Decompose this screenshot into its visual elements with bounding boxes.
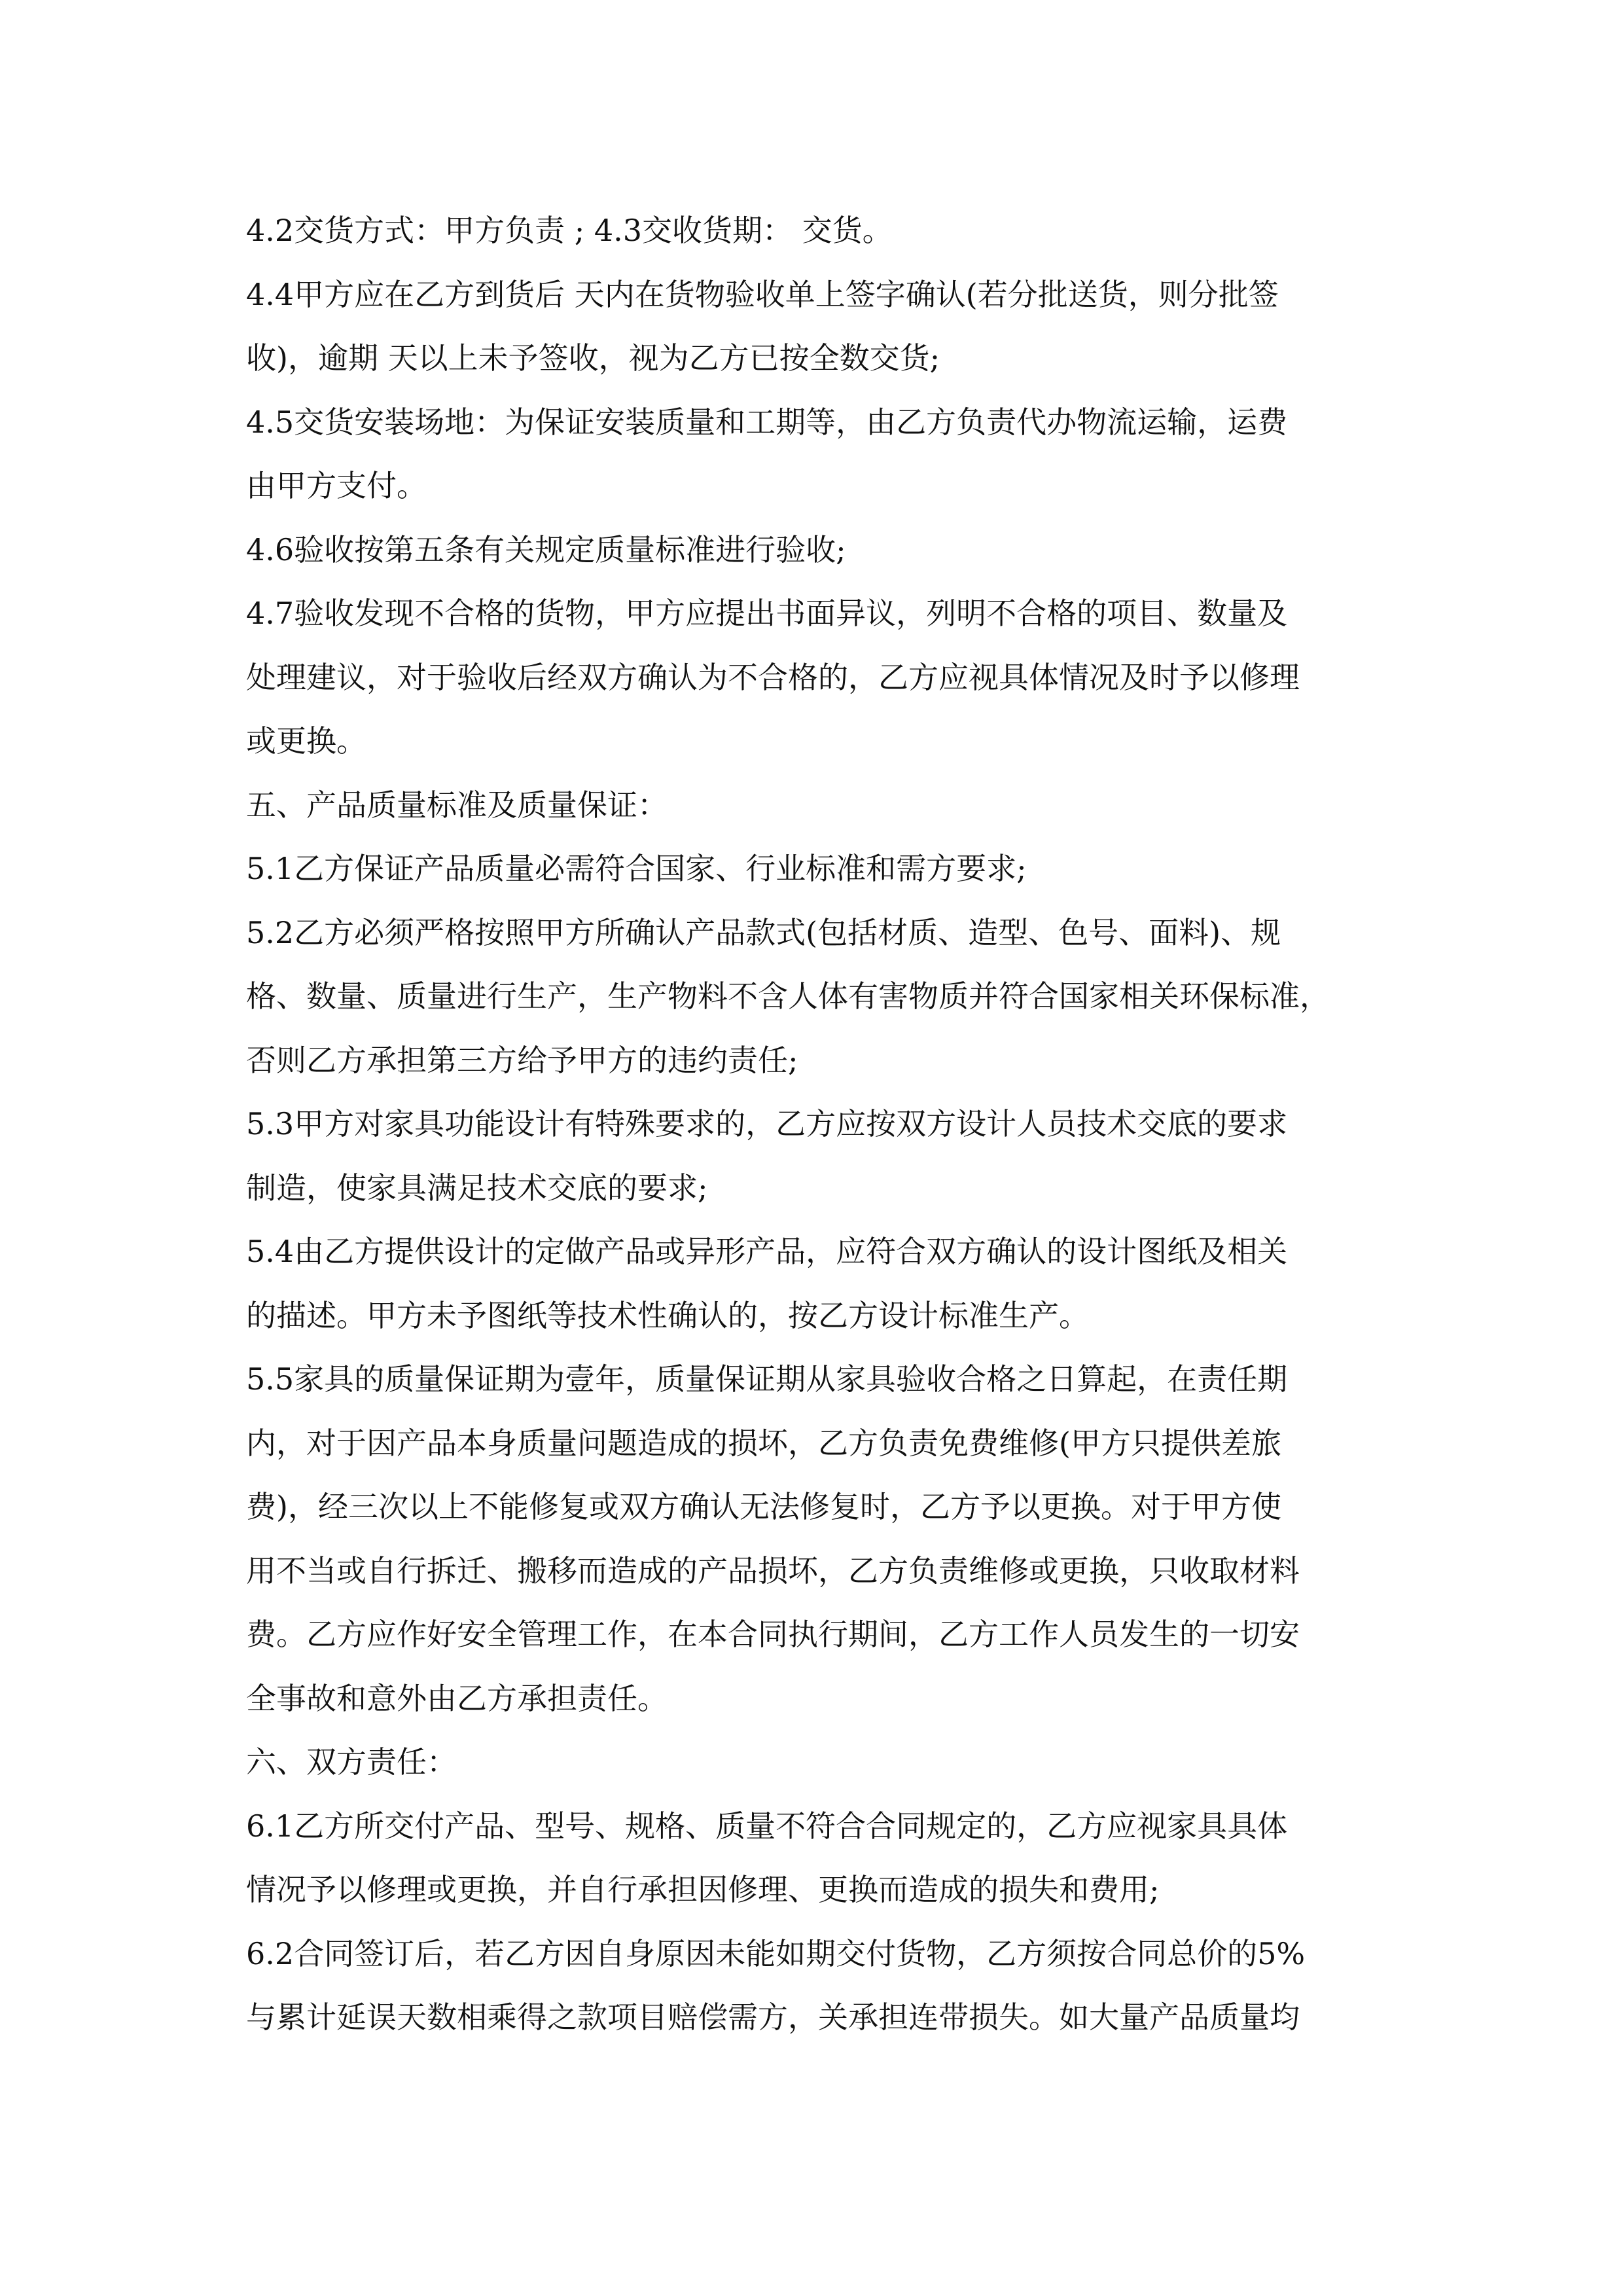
text-line: 制造，使家具满足技术交底的要求; [246,1170,708,1206]
clause-5-1 [246,837,1378,901]
text-line: 用不当或自行拆迁、搬移而造成的产品损坏，乙方负责维修或更换，只收取材料 [246,1552,1300,1588]
text-line: 内，对于因产品本身质量问题造成的损坏，乙方负责免费维修(甲方只提供差旅 [246,1425,1281,1461]
text-line: 全事故和意外由乙方承担责任。 [246,1680,668,1716]
text-line: 6.1乙方所交付产品、型号、规格、质量不符合合同规定的，乙方应视家具具体 [246,1808,1288,1844]
clause-4-5-installation-site [246,391,1378,518]
text-line: 5.5家具的质量保证期为壹年，质量保证期从家具验收合格之日算起，在责任期 [246,1361,1288,1397]
text-line: 4.7验收发现不合格的货物，甲方应提出书面异议，列明不合格的项目、数量及 [246,596,1288,631]
contract-body [246,199,1378,2050]
text-line: 4.4甲方应在乙方到货后 天内在货物验收单上签字确认(若分批送货，则分批签 [246,276,1279,312]
clause-5-2 [246,901,1378,1093]
section-heading: 五、产品质量标准及质量保证： [246,787,668,823]
clause-6-1 [246,1795,1378,1922]
clause-5-5-warranty [246,1348,1378,1731]
text-line: 费)，经三次以上不能修复或双方确认无法修复时，乙方予以更换。对于甲方使 [246,1489,1281,1524]
text-line: 情况予以修理或更换，并自行承担因修理、更换而造成的损失和费用; [246,1872,1160,1907]
text-line: 或更换。 [246,723,366,759]
text-line: 5.2乙方必须严格按照甲方所确认产品款式(包括材质、造型、色号、面料)、规 [246,914,1281,950]
text-line: 与累计延误天数相乘得之款项目赔偿需方，关承担连带损失。如大量产品质量均 [246,2000,1300,2035]
clause-5-4 [246,1220,1378,1348]
text-line: 收)，逾期 天以上未予签收，视为乙方已按全数交货; [246,340,940,376]
section-5-heading [246,774,1378,838]
section-heading: 六、双方责任： [246,1744,457,1780]
clause-4-7-nonconforming-goods [246,582,1378,774]
text-line: 处理建议，对于验收后经双方确认为不合格的，乙方应视具体情况及时予以修理 [246,659,1300,695]
clause-4-2-delivery-method [246,199,1378,263]
text-line: 费。乙方应作好安全管理工作，在本合同执行期间，乙方工作人员发生的一切安 [246,1617,1300,1652]
section-6-heading [246,1731,1378,1795]
text-line: 的描述。甲方未予图纸等技术性确认的，按乙方设计标准生产。 [246,1297,1089,1333]
clause-5-3 [246,1092,1378,1220]
text-line: 格、数量、质量进行生产，生产物料不含人体有害物质并符合国家相关环保标准， [246,978,1330,1014]
text-line: 5.1乙方保证产品质量必需符合国家、行业标准和需方要求; [246,851,1027,886]
text-line: 6.2合同签订后，若乙方因自身原因未能如期交付货物，乙方须按合同总价的5% [246,1935,1306,1971]
text-line: 由甲方支付。 [246,468,427,503]
text-line: 5.4由乙方提供设计的定做产品或异形产品，应符合双方确认的设计图纸及相关 [246,1234,1288,1269]
text-line: 4.6验收按第五条有关规定质量标准进行验收; [246,531,846,567]
text-line: 4.2交货方式：甲方负责 ; 4.3交收货期： 交货。 [246,213,893,248]
clause-4-6-acceptance [246,518,1378,583]
clause-4-4-signing [246,263,1378,391]
clause-6-2 [246,1922,1378,2050]
text-line: 4.5交货安装场地：为保证安装质量和工期等，由乙方负责代办物流运输，运费 [246,404,1288,440]
text-line: 否则乙方承担第三方给予甲方的违约责任; [246,1042,798,1078]
text-line: 5.3甲方对家具功能设计有特殊要求的，乙方应按双方设计人员技术交底的要求 [246,1106,1288,1141]
